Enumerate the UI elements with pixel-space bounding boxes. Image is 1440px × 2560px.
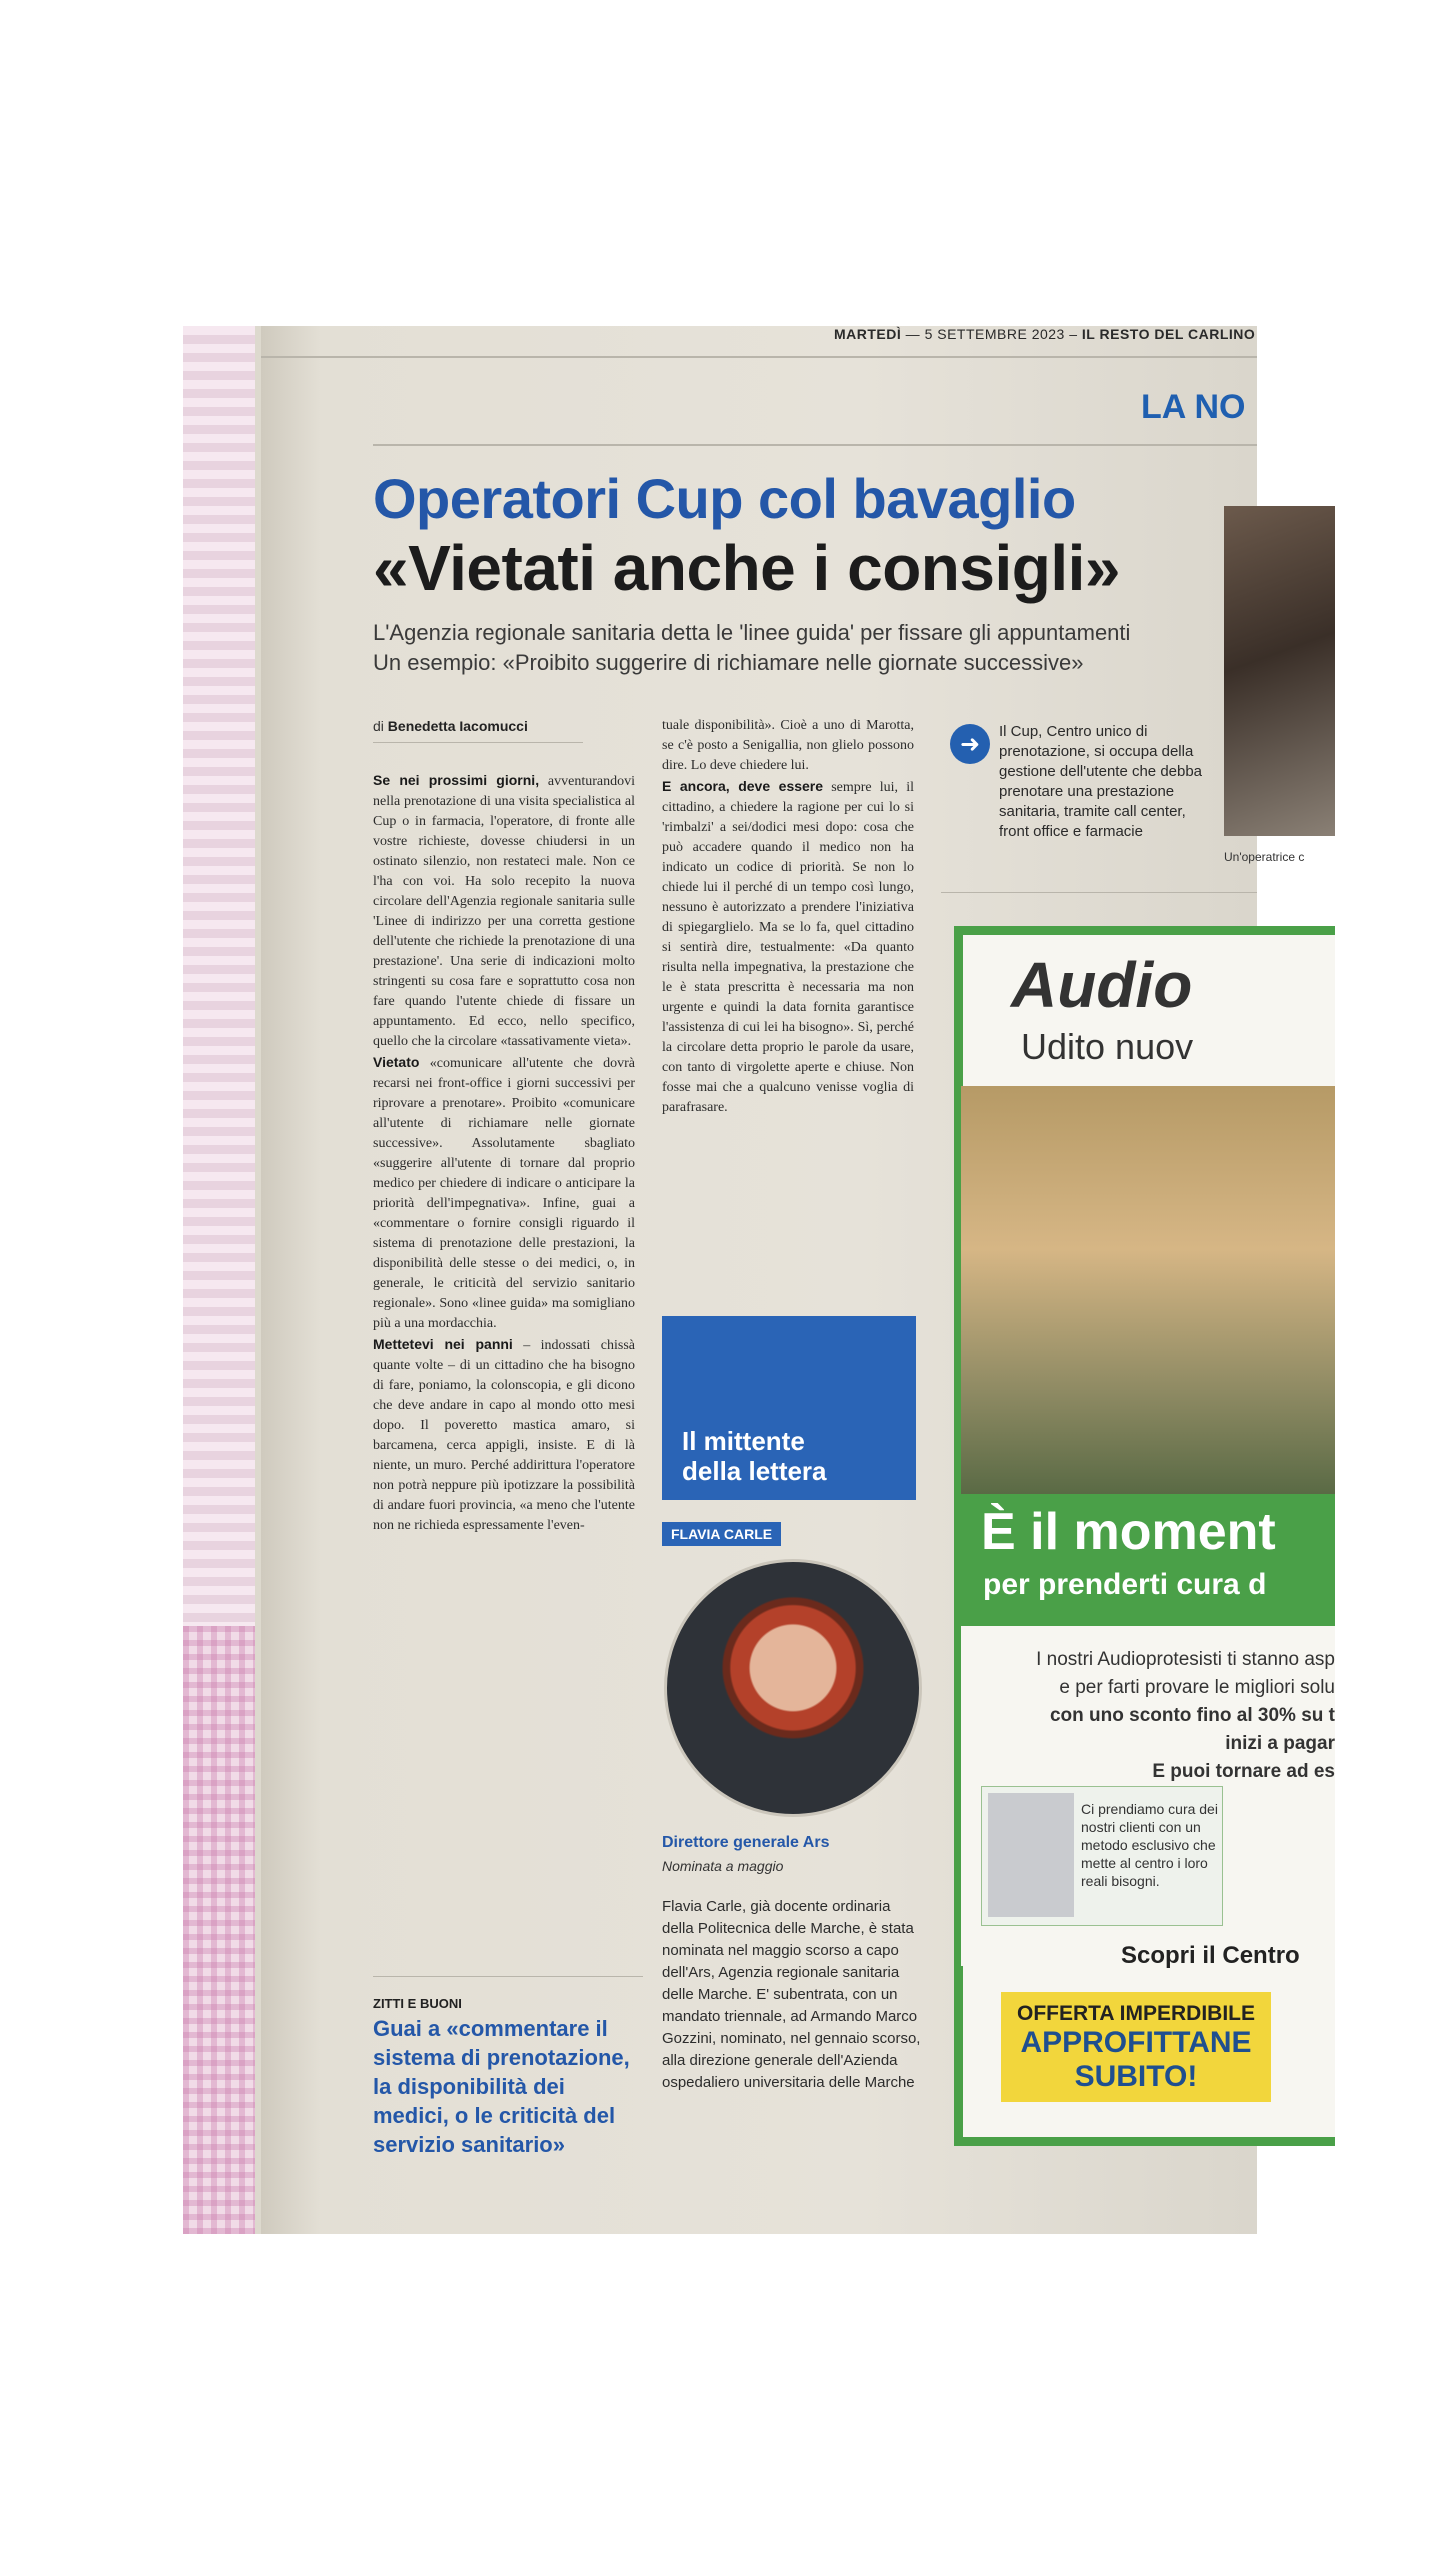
paragraph-2-lead: Vietato xyxy=(373,1054,420,1070)
cup-note-text: Il Cup, Centro unico di prenotazione, si occupa della gestione dell'utente che debba prenotare una prestazione sanitaria, tramite call center, front office e farmacie xyxy=(999,723,1203,840)
pullquote: Guai a «commentare il sistema di prenotazione, la disponibilità dei medici, o le criticità del servizio sanitario» xyxy=(373,2016,630,2157)
ad-line4: inizi a pagar xyxy=(1225,1733,1335,1754)
mittente-title: Il mittente della lettera xyxy=(682,1426,827,1486)
paragraph-1 xyxy=(373,770,635,1052)
paragraph-5 xyxy=(662,776,914,1118)
ad-offer-box xyxy=(1001,1992,1271,2102)
ad-offer-line1: OFFERTA IMPERDIBILE xyxy=(1017,2002,1255,2025)
ad-line1: I nostri Audioprotesisti ti stanno asp xyxy=(1036,1649,1335,1670)
arrow-right-icon: ➜ xyxy=(950,724,990,764)
ad-small-text: Ci prendiamo cura dei nostri clienti con un metodo esclusivo che mette al centro i loro reali bisogni. xyxy=(1081,1801,1218,1889)
header-day: MARTEDÌ xyxy=(834,326,902,342)
paragraph-2 xyxy=(373,1052,635,1334)
ad-line2: e per farti provare le migliori solu xyxy=(1059,1677,1335,1698)
ad-doctor-photo xyxy=(988,1793,1074,1917)
ad-line3: con uno sconto fino al 30% su t xyxy=(1049,1705,1335,1726)
ad-moment: È il moment xyxy=(981,1503,1276,1561)
article-column-1 xyxy=(373,770,635,1536)
section-rule xyxy=(373,444,1257,446)
paragraph-2-text: «comunicare all'utente che dovrà recarsi nei front-office i giorni successivi per riprovare a prenotare». Proibito «comunicare all'utente di richiamare nelle giornate successive». Assolutamente sbagliato «suggerire all'utente di tornare dal proprio medico per chiedere di indicare o anticipare la priorità dell'impegnativa». Infine, guai a «commentare o fornire consigli riguardo il sistema di prenotazione delle prestazioni, la disponibilità delle stesse o dei medici, o, in generale, le criticità del servizio sanitario regionale». Sono «linee guida» ma somigliano più a una mordacchia. xyxy=(373,1056,635,1331)
paragraph-3-lead: Mettetevi nei panni xyxy=(373,1336,513,1352)
photo-caption: Un'operatrice c xyxy=(1224,850,1305,864)
header-rule xyxy=(261,356,1257,358)
sidebar-rule xyxy=(941,892,1257,893)
headline-line2: «Vietati anche i consigli» xyxy=(373,532,1120,604)
role-title: Direttore generale Ars xyxy=(662,1834,830,1851)
byline-rule xyxy=(373,742,583,743)
ad-offer-line2: APPROFITTANE SUBITO! xyxy=(1020,2026,1252,2093)
author-name: Benedetta Iacomucci xyxy=(387,718,528,734)
ad-text xyxy=(961,1646,1335,1786)
header-date: 5 SETTEMBRE 2023 xyxy=(924,326,1065,342)
background-fabric-check xyxy=(183,1626,255,2234)
bio-text: Flavia Carle, già docente ordinaria della Politecnica delle Marche, è stata nominata nel maggio scorso a capo dell'Ars, Agenzia regionale sanitaria delle Marche. E' subentrata, con un mandato triennale, ad Armando Marco Gozzini, nominato, nel gennaio scorso, alla direzione generale dell'Azienda ospedaliero universitaria delle Marche xyxy=(662,1898,921,2091)
ad-scopri: Scopri il Centro xyxy=(1121,1942,1300,1969)
paragraph-4: tuale disponibilità». Cioè a uno di Marotta, se c'è posto a Senigallia, non glielo possono dire. Lo deve chiedere lui. xyxy=(662,718,914,773)
ad-tagline: Udito nuov xyxy=(1021,1026,1194,1067)
ad-brand: Audio xyxy=(1011,949,1193,1021)
section-title: LA NO xyxy=(1141,388,1246,426)
byline-prefix: di xyxy=(373,718,384,734)
subtitle-line1: L'Agenzia regionale sanitaria detta le 'linee guida' per fissare gli appuntamenti xyxy=(373,620,1131,645)
article-column-2 xyxy=(662,716,914,1118)
paragraph-1-text: avventurandovi nella prenotazione di una visita specialistica al Cup o in farmacia, l'operatore, di fronte alle vostre richieste, dovesse chiudersi in un ostinato silenzio, non restateci male. Non ce l'ha con voi. Ha solo recepito la nuova circolare dell'Agenzia regionale sanitaria sulle 'Linee di indirizzo per una corretta gestione dell'utente che richiede la prenotazione di una prestazione'. Una serie di indicazioni molto stringenti su cosa fare e soprattutto cosa non fare quando l'utente chiede di fissare un appuntamento. Ed ecco, nello specifico, quello che la circolare «tassativamente vieta». xyxy=(373,774,635,1049)
header-paper: IL RESTO DEL CARLINO xyxy=(1081,326,1256,342)
pullquote-kicker: ZITTI E BUONI xyxy=(373,1996,462,2011)
role-subtitle: Nominata a maggio xyxy=(662,1858,784,1874)
headline-line1: Operatori Cup col bavaglio xyxy=(373,467,1076,530)
paragraph-3 xyxy=(373,1334,635,1536)
newspaper-photo xyxy=(183,326,1335,2234)
page-date-line: MARTEDÌ — 5 SETTEMBRE 2023 – IL RESTO DEL CARLINO xyxy=(834,326,1256,342)
pullquote-rule xyxy=(373,1976,643,1977)
name-tag: FLAVIA CARLE xyxy=(662,1522,781,1546)
cup-note xyxy=(941,722,1211,842)
ad-image xyxy=(961,1086,1335,1494)
portrait-photo xyxy=(664,1559,922,1817)
ad-line5: E puoi tornare ad es xyxy=(1152,1761,1335,1782)
subtitle-line2: Un esempio: «Proibito suggerire di richiamare nelle giornate successive» xyxy=(373,650,1084,675)
subtitle xyxy=(373,618,1223,678)
newspaper-page xyxy=(261,326,1335,2234)
ad-cura: per prenderti cura d xyxy=(983,1568,1267,1601)
paragraph-1-lead: Se nei prossimi giorni, xyxy=(373,772,540,788)
paragraph-3-text: – indossati chissà quante volte – di un cittadino che ha bisogno di fare, poniamo, la colonscopia, e gli dicono che deve andare in capo al mondo otto mesi dopo. Il poveretto mastica amaro, si barcamena, cerca appigli, insiste. E di là niente, un muro. Perché addirittura l'operatore non potrà neppure più ipotizzare la possibilità di andare fuori provincia, «a meno che l'utente non ne richieda espressamente l'even- xyxy=(373,1338,635,1533)
paragraph-5-text: sempre lui, il cittadino, a chiedere la ragione per cui lo si 'rimbalzi' a sei/dodici mesi dopo: cosa che può accadere quando il medico non ha indicato un codice di priorità. Se non lo chiede lui il perché di un tempo così lungo, nessuno è autorizzato a prendere l'iniziativa di spiegarglielo. Ma se lo fa, quel cittadino si sentirà dire, testualmente: «Da quanto risulta nella impegnativa, la prestazione che le è stata prescritta è necessaria ma non urgente e quindi la data fornita garantisce l'assistenza di cui lei ha bisogno». Sì, perché la circolare detta proprio le parole da usare, con tanto di virgolette aperte e chiuse. Non fosse mai che a qualcuno venisse voglia di parafrasare. xyxy=(662,780,914,1115)
byline xyxy=(373,718,528,734)
paragraph-5-lead: E ancora, deve essere xyxy=(662,778,824,794)
mittente-box xyxy=(662,1316,916,1500)
operator-photo xyxy=(1224,506,1335,836)
